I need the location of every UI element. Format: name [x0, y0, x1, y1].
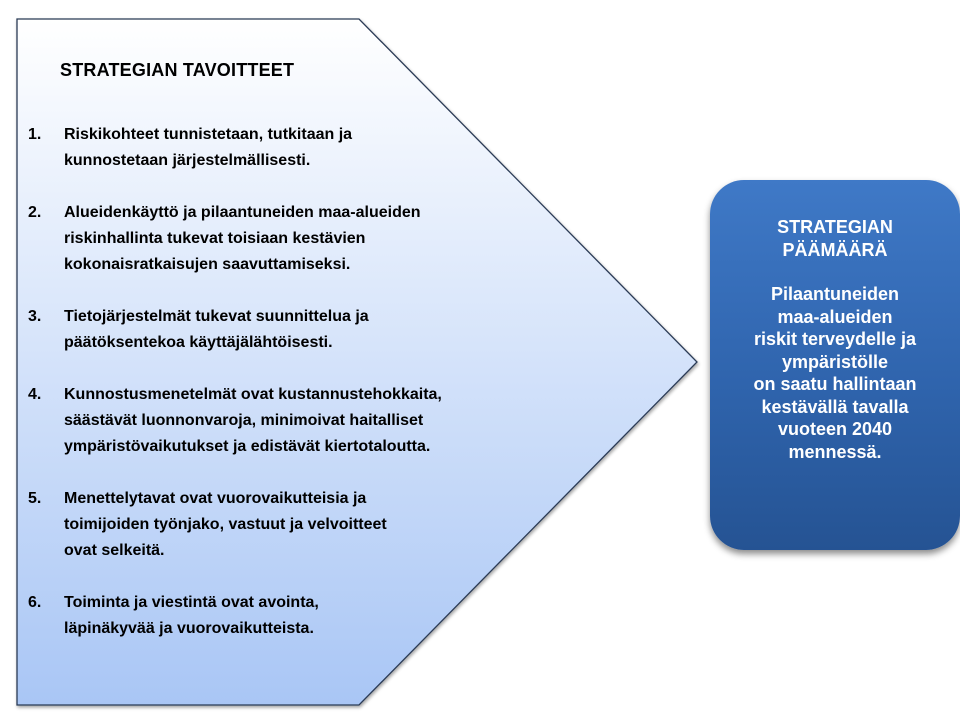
- target-spacer: [710, 261, 960, 283]
- target-text-line: on saatu hallintaan: [753, 374, 917, 394]
- target-text-line: maa-alueiden: [777, 306, 893, 327]
- goal-text-line: Tietojärjestelmät tukevat suunnittelua ja: [64, 308, 369, 325]
- goals-title: STRATEGIAN TAVOITTEET: [60, 60, 295, 80]
- goal-text-line: riskinhallinta tukevat toisiaan kestävien: [64, 230, 366, 247]
- goal-number: 3.: [28, 308, 42, 325]
- goal-text-line: päätöksentekoa käyttäjälähtöisesti.: [64, 334, 333, 351]
- goal-text-line: säästävät luonnonvaroja, minimoivat haitalliset: [64, 412, 424, 429]
- goal-text-line: Menettelytavat ovat vuorovaikutteisia ja: [64, 490, 367, 507]
- goals-list: [28, 122, 518, 668]
- goal-number: 5.: [28, 490, 42, 507]
- target-text-line: riskit terveydelle ja: [753, 329, 917, 349]
- goal-number: 2.: [28, 204, 42, 221]
- target-text-line: Pilaantuneiden: [770, 284, 900, 304]
- strategy-target-box: [710, 180, 960, 550]
- target-title-line: PÄÄMÄÄRÄ: [782, 239, 888, 260]
- goal-number: 6.: [28, 594, 42, 611]
- target-text-line: mennessä.: [788, 441, 882, 462]
- goal-item-1: [28, 122, 518, 174]
- goal-item-6: [28, 590, 518, 642]
- goal-text-line: kunnostetaan järjestelmällisesti.: [64, 152, 311, 169]
- goal-text-line: Toiminta ja viestintä ovat avointa,: [64, 594, 319, 611]
- goal-text-line: toimijoiden työnjako, vastuut ja velvoitteet: [64, 516, 387, 533]
- target-text-line: kestävällä tavalla: [761, 396, 909, 417]
- goal-text-line: Riskikohteet tunnistetaan, tutkitaan ja: [64, 126, 353, 143]
- target-text-line: ympäristölle: [781, 351, 889, 372]
- goal-number: 4.: [28, 386, 42, 403]
- goal-text-line: kokonaisratkaisujen saavuttamiseksi.: [64, 256, 351, 273]
- goal-text-line: Kunnostusmenetelmät ovat kustannustehokkaita,: [64, 386, 442, 403]
- goal-item-4: [28, 382, 518, 460]
- target-title-line: STRATEGIAN: [777, 217, 893, 237]
- goal-item-2: [28, 200, 518, 278]
- target-text-line: vuoteen 2040: [777, 419, 893, 439]
- goal-item-5: [28, 486, 518, 564]
- goal-number: 1.: [28, 126, 42, 143]
- goal-text-line: läpinäkyvää ja vuorovaikutteista.: [64, 620, 314, 637]
- goal-text-line: ovat selkeitä.: [64, 542, 165, 559]
- goal-text-line: ympäristövaikutukset ja edistävät kiertotaloutta.: [64, 438, 431, 455]
- goal-item-3: [28, 304, 518, 356]
- goal-text-line: Alueidenkäyttö ja pilaantuneiden maa-alueiden: [64, 204, 421, 221]
